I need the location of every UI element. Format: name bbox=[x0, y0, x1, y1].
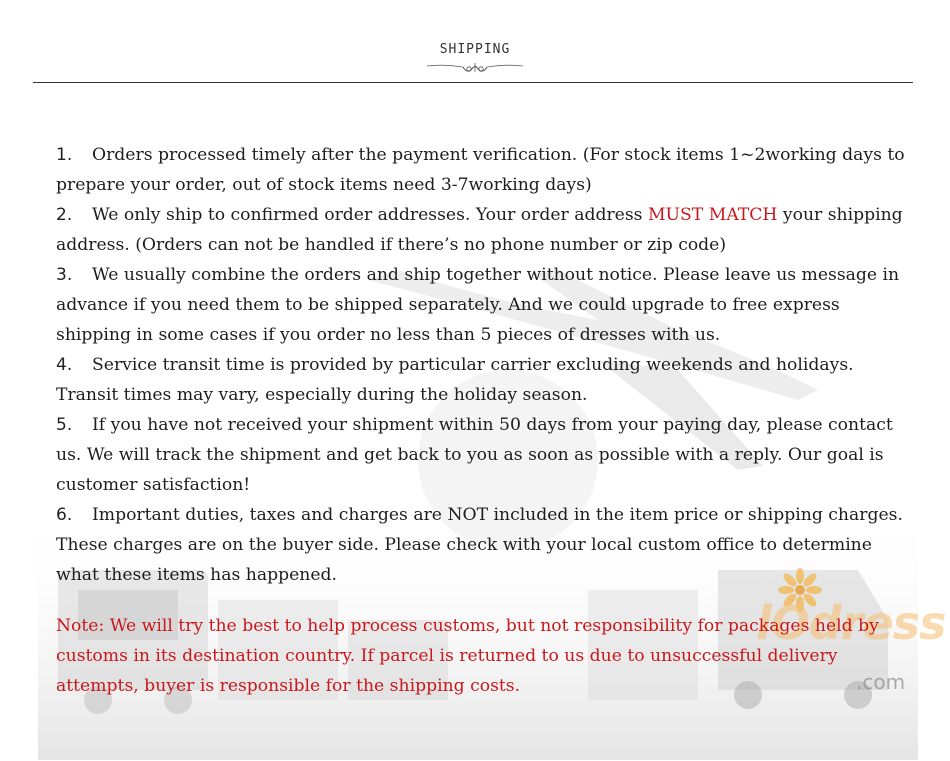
list-item bbox=[56, 350, 916, 410]
item-text: Service transit time is provided by particular carrier excluding weekends and holidays. Transit times may vary, especially during the holiday season. bbox=[56, 355, 854, 405]
list-item bbox=[56, 140, 916, 200]
header bbox=[0, 0, 950, 90]
list-item bbox=[56, 410, 916, 500]
customs-note: Note: We will try the best to help process customs, but not responsibility for packages held by customs in its destination country. If parcel is returned to us due to unsuccessful delivery attempts, buyer is responsible for the shipping costs. bbox=[56, 616, 879, 696]
list-item bbox=[56, 260, 916, 350]
highlight-text: MUST MATCH bbox=[647, 205, 778, 225]
page-title: SHIPPING bbox=[439, 42, 511, 57]
item-number: 6. bbox=[56, 505, 73, 525]
item-number: 1. bbox=[56, 145, 73, 165]
item-text: We usually combine the orders and ship together without notice. Please leave us message in advance if you need them to be shipped separately. And we could upgrade to free express shipping in some cases if you order no less than 5 pieces of dresses with us. bbox=[56, 265, 900, 345]
item-number: 5. bbox=[56, 415, 73, 435]
item-text: We only ship to confirmed order addresses. Your order address bbox=[92, 205, 648, 225]
item-text: Important duties, taxes and charges are NOT included in the item price or shipping charges. These charges are on the buyer side. Please check with your local custom office to determine what these items has happened. bbox=[56, 505, 903, 585]
list-item bbox=[56, 200, 916, 260]
brand-name: lOdress bbox=[756, 596, 946, 650]
header-divider bbox=[33, 82, 913, 83]
brand-domain: .com bbox=[856, 670, 906, 694]
item-number: 2. bbox=[56, 205, 73, 225]
scroll-ornament-icon bbox=[425, 58, 525, 78]
item-number: 3. bbox=[56, 265, 73, 285]
item-text: If you have not received your shipment within 50 days from your paying day, please contact us. We will track the shipment and get back to you as soon as possible with a reply. Our goal is customer satisfaction! bbox=[56, 415, 893, 495]
item-number: 4. bbox=[56, 355, 73, 375]
item-text: Orders processed timely after the payment verification. (For stock items 1~2working days to prepare your order, out of stock items need 3-7working days) bbox=[56, 145, 905, 195]
shipping-policy-list bbox=[56, 140, 916, 590]
item-text: your shipping address. (Orders can not be handled if there’s no phone number or zip code) bbox=[56, 205, 903, 255]
